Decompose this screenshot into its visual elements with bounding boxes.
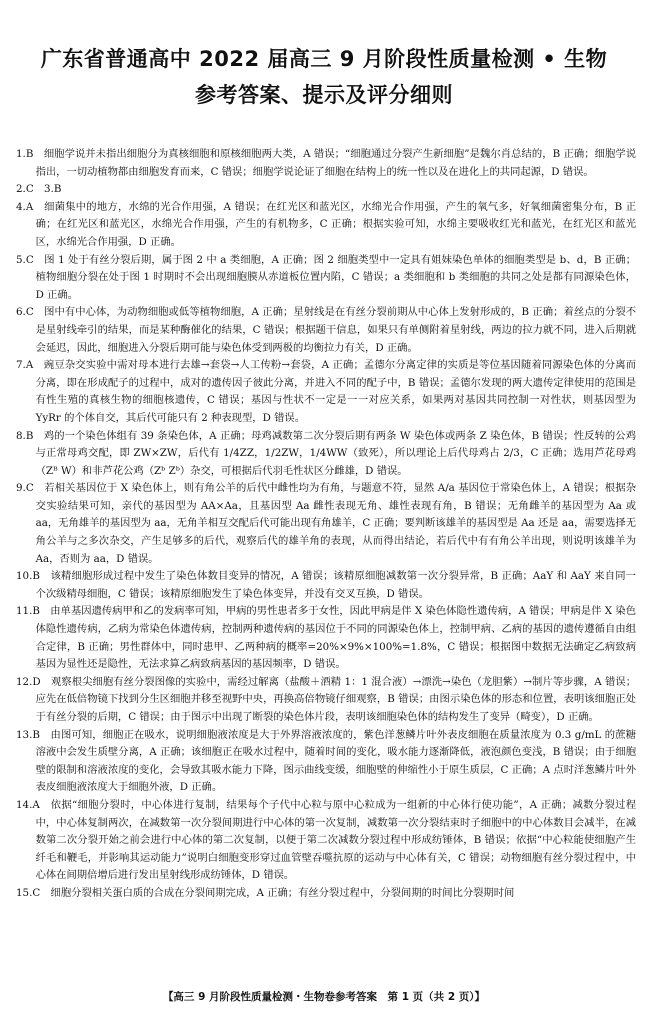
answer-item-15: 15.C 细胞分裂相关蛋白质的合成在分裂间期完成，A 正确；有丝分裂过程中，分裂间期的时间比分裂期时间	[16, 886, 515, 899]
answer-item-1: 1.B 细胞学说并未指出细胞分为真核细胞和原核细胞两大类，A 错误；“细胞通过分裂产生新细胞”是魏尔肖总结的，B 正确；细胞学说指出，一切动植物都由细胞发育而来，C 错误；细胞学说论证了细胞在结构上的统一性以及在进化上的共同起源，D 错误。	[16, 148, 636, 178]
answer-item-7: 7.A 豌豆杂交实验中需对母本进行去雄→套袋→人工传粉→套袋，A 正确；孟德尔分离定律的实质是等位基因随着同源染色体的分离而分离，即在形成配子的过程中，成对的遗传因子彼此分离，并进入不同的配子中，B 错误；孟德尔发现的两大遗传定律使用的范围是有性生殖的真核生物的细胞核遗传，C 错误；基因与性状不一定是一一对应关系，如果两对基因共同控制一对性状，则基因型为 YyRr 的个体自交，其后代可能只有 2 种表现型，D 错误。	[16, 359, 636, 424]
answer-item-2-3: 2.C 3.B	[16, 183, 62, 196]
document-subtitle: 参考答案、提示及评分细则	[195, 83, 453, 107]
answer-item-11: 11.B 由单基因遗传病甲和乙的发病率可知，甲病的男性患者多于女性，因此甲病是伴 X 染色体隐性遗传病，A 错误；甲病是伴 X 染色体隐性遗传病，乙病为常染色体遗传病，控制两种遗传病的基因位于不同的同源染色体上，控制甲病、乙病的基因的遗传遵循自由组合定律，B 正确；男性群体中，同时患甲、乙两种病的概率=20%×9%×100%=1.8%，C 错误；根据图中数据无法确定乙病致病基因为显性还是隐性，无法求算乙病致病基因的基因频率，D 错误。	[16, 605, 636, 671]
answer-item-4: 4.A 细菌集中的地方，水绵的光合作用强，A 错误；在红光区和蓝光区，水绵光合作用强，产生的氧气多，好氧细菌密集分布，B 正确；在红光区和蓝光区，水绵光合作用强，产生的有机物多，C 正确；根据实验可知，水绵主要吸收红光和蓝光，在红光区和蓝光区，水绵光合作用强，D 正确。	[16, 200, 636, 248]
page-footer: 【高三 9 月阶段性质量检测・生物卷参考答案 第 1 页（共 2 页）】	[162, 991, 486, 1003]
answer-item-6: 6.C 图中有中心体，为动物细胞或低等植物细胞，A 正确；星射线是在有丝分裂前期从中心体上发射形成的，B 正确；着丝点的分裂不是星射线牵引的结果，而是某种酶催化的结果，C 错误；根据题干信息，如果只有单侧附着星射线，两边的拉力就不同，进入后期就会延迟，因此，细胞进入分裂后期可能与染色体受到两极的均衡拉力有关，D 正确。	[16, 306, 636, 354]
answer-item-12: 12.D 观察根尖细胞有丝分裂图像的实验中，需经过解离（盐酸＋酒精 1：1 混合液）→漂洗→染色（龙胆紫）→制片等步骤，A 错误；应先在低倍物镜下找到分生区细胞并移至视野中央，再换高倍物镜仔细观察，B 错误；由图示染色体的形态和位置，表明该细胞正处于有丝分裂的后期，C 错误；由于图示中出现了断裂的染色体片段，表明该细胞染色体的结构发生了变异（畸变），D 正确。	[16, 675, 636, 723]
answer-item-13: 13.B 由图可知，细胞正在吸水，说明细胞液浓度是大于外界溶液浓度的，紫色洋葱鳞片叶外表皮细胞在质量浓度为 0.3 g/mL 的蔗糖溶液中会发生质壁分离，A 正确；该细胞正在吸水过程中，随着时间的变化，吸水能力逐渐降低，液泡颜色变浅，B 错误；由于细胞壁的限制和溶液浓度的变化，会导致其吸水能力下降，图示曲线变缓，细胞壁的伸缩性小于原生质层，C 正确；A 点时洋葱鳞片叶外表皮细胞液浓度大于细胞外液，D 正确。	[16, 728, 636, 794]
answer-item-10: 10.B 该精细胞形成过程中发生了染色体数目变异的情况，A 错误；该精原细胞减数第一次分裂异常，B 正确；AaY 和 AaY 来自同一个次级精母细胞，C 错误；该精原细胞发生了染色体变异，并没有交叉互换，D 错误。	[16, 570, 636, 600]
answer-list	[16, 146, 636, 903]
document-header	[0, 44, 648, 110]
answer-item-9: 9.C 若相关基因位于 X 染色体上，则有角公羊的后代中雌性均为有角，与题意不符，显然 A/a 基因位于常染色体上，A 错误；根据杂交实验结果可知，亲代的基因型为 AA×Aa，且基因型 Aa 雌性表现无角、雄性表现有角，B 错误；无角雌羊的基因型为 Aa 或 aa，无角雄羊的基因型为 aa，无角羊相互交配后代可能出现有角雄羊，C 正确；要判断该雄羊的基因型是 Aa 还是 aa，需要选择无角公羊与之多次杂交，产生足够多的后代，观察后代的雄羊角的表现，从而得出结论，若后代中有有角公羊出现，则说明该雄羊为 Aa，否则为 aa，D 错误。	[16, 482, 636, 565]
answer-item-8: 8.B 鸡的一个染色体组有 39 条染色体，A 正确；母鸡减数第二次分裂后期有两条 W 染色体或两条 Z 染色体，B 错误；性反转的公鸡与正常母鸡交配，即 ZW×ZW，后代有 1/4ZZ，1/2ZW，1/4WW（致死），所以理论上后代母鸡占 2/3，C 正确；选用芦花母鸡（Zᴮ W）和非芦花公鸡（Zᵇ Zᵇ）杂交，可根据后代羽毛性状区分雌雄，D 错误。	[16, 429, 636, 477]
document-title: 广东省普通高中 2022 届高三 9 月阶段性质量检测 • 生物	[40, 47, 608, 71]
answer-item-5: 5.C 图 1 处于有丝分裂后期，属于图 2 中 a 类细胞，A 正确；图 2 细胞类型中一定具有姐妹染色单体的细胞类型是 b、d，B 正确；植物细胞分裂在处于图 1 时期时不会出现细胞膜从赤道板位置内陷，C 错误；a 类细胞和 b 类细胞的共同之处是都有同源染色体，D 正确。	[16, 253, 636, 301]
answer-item-14: 14.A 依据“细胞分裂时，中心体进行复制，结果每个子代中心粒与原中心粒成为一组新的中心体行使功能”，A 正确；减数分裂过程中，中心体复制两次，在减数第一次分裂间期进行中心体的第一次复制，减数第一次分裂结束时子细胞中的中心体数目会减半，在减数第二次分裂开始之前会进行中心体的第二次复制，以便于第二次减数分裂过程中形成纺锤体，B 错误；依据“中心粒能使细胞产生纤毛和鞭毛，并影响其运动能力”说明白细胞变形穿过血管壁吞噬抗原的运动与中心体有关，C 错误；动物细胞有丝分裂过程中，中心体在间期倍增后进行发出星射线形成纺锤体，D 错误。	[16, 798, 636, 882]
